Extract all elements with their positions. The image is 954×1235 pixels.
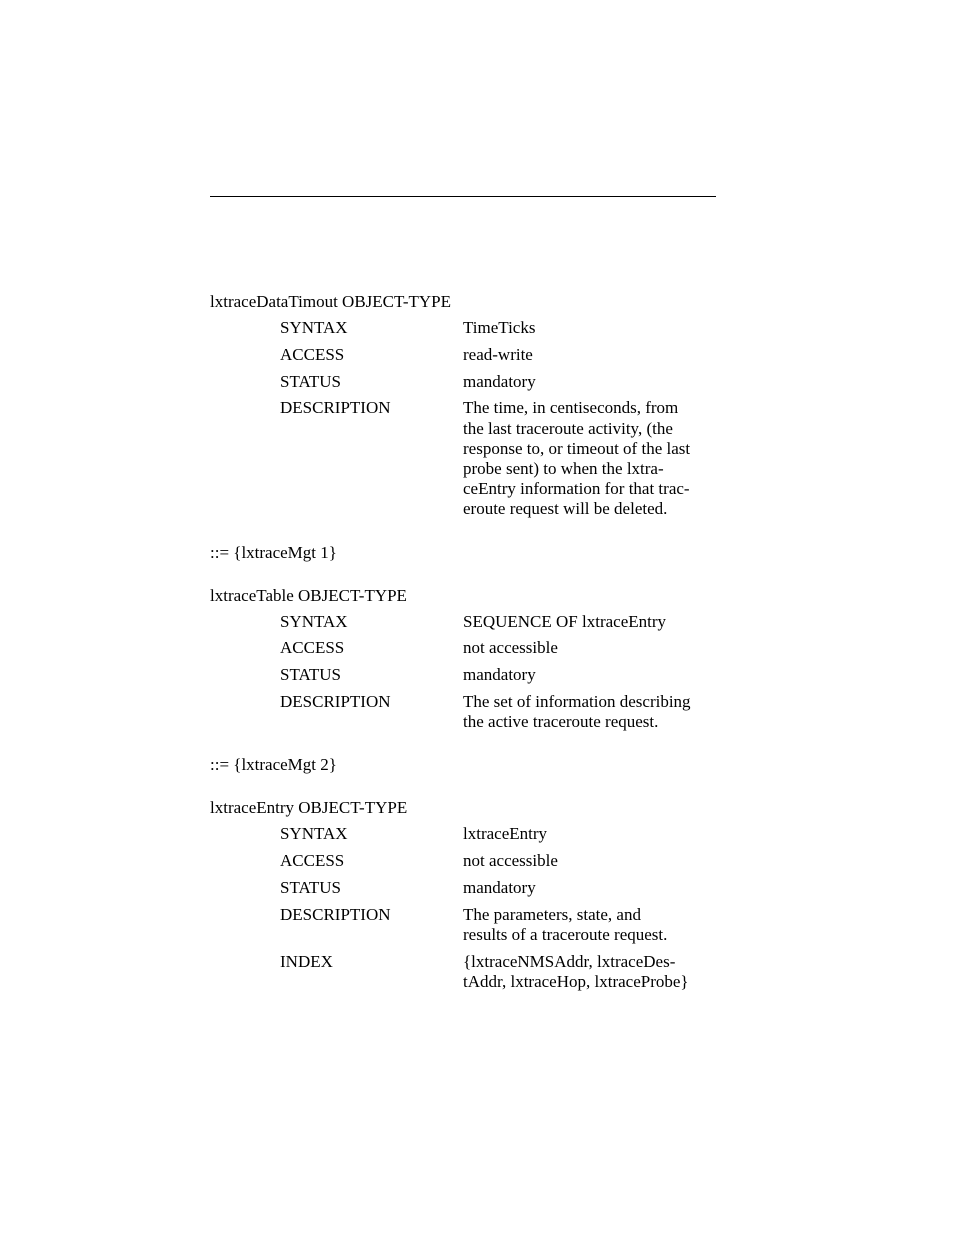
field-description <box>210 905 716 945</box>
field-value: The parameters, state, and results of a traceroute request. <box>463 904 668 944</box>
field-value: {lxtraceNMSAddr, lxtraceDes- tAddr, lxtraceHop, lxtraceProbe} <box>463 951 689 991</box>
field-description <box>210 692 716 732</box>
field-value: The set of information describing the active traceroute request. <box>463 692 691 732</box>
field-name: STATUS <box>280 371 341 391</box>
header-rule <box>210 196 716 197</box>
field-value: read-write <box>463 344 533 364</box>
field-name: SYNTAX <box>280 824 348 844</box>
field-value: The time, in centiseconds, from the last traceroute activity, (the response to, or timeout of the last probe sent) to when the lxtra- ceEntry information for that trac- eroute request will be deleted. <box>463 398 691 519</box>
field-value: SEQUENCE OF lxtraceEntry <box>463 611 667 631</box>
field-name: DESCRIPTION <box>280 904 391 924</box>
field-name: STATUS <box>280 665 341 685</box>
object-title: lxtraceTable OBJECT-TYPE <box>210 585 407 605</box>
field-syntax <box>210 612 716 632</box>
field-value: mandatory <box>463 371 536 391</box>
object-title: lxtraceDataTimout OBJECT-TYPE <box>210 292 451 311</box>
object-assignment: ::= {lxtraceMgt 1} <box>210 542 337 562</box>
field-status <box>210 372 716 392</box>
field-syntax <box>210 824 716 844</box>
field-value: not accessible <box>463 851 558 871</box>
field-access <box>210 851 716 871</box>
field-name: SYNTAX <box>280 318 348 337</box>
object-definition <box>210 798 716 992</box>
field-description <box>210 398 716 519</box>
object-assignment: ::= {lxtraceMgt 2} <box>210 755 337 775</box>
field-access <box>210 345 716 365</box>
field-value: TimeTicks <box>463 318 536 337</box>
mib-definitions <box>210 292 716 992</box>
field-access <box>210 638 716 658</box>
field-value: lxtraceEntry <box>463 824 548 844</box>
field-value: mandatory <box>463 878 536 897</box>
object-definition <box>210 586 716 733</box>
field-value: mandatory <box>463 665 536 685</box>
field-name: ACCESS <box>280 851 345 871</box>
field-value: not accessible <box>463 638 558 658</box>
field-index <box>210 952 716 992</box>
field-name: SYNTAX <box>280 611 348 631</box>
field-name: STATUS <box>280 878 341 897</box>
field-name: DESCRIPTION <box>280 692 391 711</box>
field-name: ACCESS <box>280 344 345 364</box>
field-name: INDEX <box>280 951 333 971</box>
field-name: DESCRIPTION <box>280 398 391 418</box>
field-syntax <box>210 318 716 338</box>
field-status <box>210 878 716 898</box>
object-definition <box>210 292 716 520</box>
object-title: lxtraceEntry OBJECT-TYPE <box>210 798 408 818</box>
field-status <box>210 665 716 685</box>
field-name: ACCESS <box>280 638 345 658</box>
